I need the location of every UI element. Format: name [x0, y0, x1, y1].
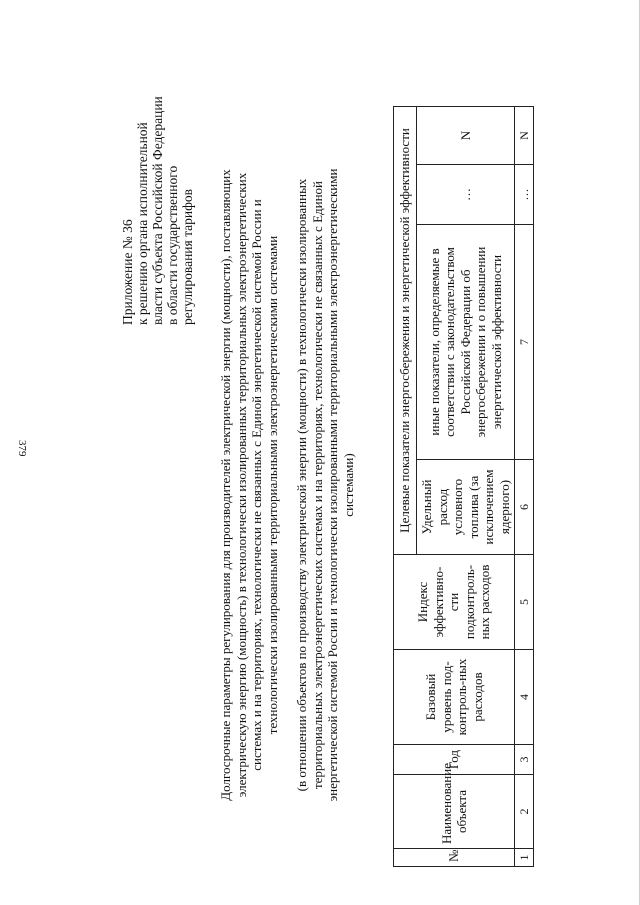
page-number: 379: [16, 440, 28, 457]
column-number: N: [515, 106, 534, 164]
header-object-name: Наименование объекта: [394, 775, 515, 849]
heading-gap: [280, 85, 294, 885]
column-number: 3: [515, 745, 534, 775]
header-fuel-consumption: Удельный расход условного топлива (за исключением ядерного): [417, 460, 515, 555]
annex-block: [120, 25, 195, 325]
header-target-indicators: Целевые показатели энергосбережения и энергетической эффективности: [394, 106, 417, 554]
header-base-level: Базовый уровень под-контроль-ных расходов: [394, 650, 515, 745]
title-line: технологически изолированными территориальными электроэнергетическими системами: [264, 235, 280, 735]
subtitle-line: энергетической системой России и технологически изолированными территориальными электроэнергетическими: [325, 168, 340, 802]
header-year: Год: [394, 745, 515, 775]
column-number: 1: [515, 849, 534, 867]
column-number: 6: [515, 460, 534, 555]
annex-line: Приложение № 36: [120, 219, 135, 325]
parameters-table: [393, 106, 534, 867]
header-ellipsis: …: [417, 165, 515, 225]
title-line: системах и на территориях, технологически не связанных с Единой энергетической системой России и: [249, 199, 264, 771]
column-number: 2: [515, 775, 534, 849]
document-heading: [218, 85, 356, 885]
annex-line: к решению органа исполнительной: [135, 122, 150, 325]
column-number-row: [515, 106, 534, 866]
title-line: электрическую энергию (мощность) в технологически изолированных территориальных электроэнергетических: [233, 172, 249, 798]
annex-line: в области государственного: [165, 165, 180, 325]
annex-line: власти субъекта Российской Федерации: [150, 96, 165, 325]
title-line: Долгосрочные параметры регулирования для производителей электрической энергии (мощности), поставляющих: [218, 169, 233, 801]
header-other-indicators: иные показатели, определяемые в соответствии с законодательством Российской Федерации об энергосбережении и о повышении энергетической эффективности: [417, 225, 515, 460]
column-number: 4: [515, 650, 534, 745]
subtitle-line: территориальных электроэнергетических системах и на территориях, технологически не связанных с Единой: [309, 180, 325, 790]
column-number: 7: [515, 225, 534, 460]
subtitle-line: системами): [340, 453, 356, 517]
annex-line: регулирования тарифов: [180, 188, 195, 325]
header-no: №: [394, 849, 515, 867]
column-number: 5: [515, 555, 534, 650]
subtitle-line: (в отношении объектов по производству электрической энергии (мощности) в технологически изолированных: [294, 178, 309, 792]
column-number: …: [515, 165, 534, 225]
table-header-row: [394, 106, 417, 866]
header-efficiency-index: Индекс эффективно-сти подконтроль-ных расходов: [394, 555, 515, 650]
header-last: N: [417, 106, 515, 164]
